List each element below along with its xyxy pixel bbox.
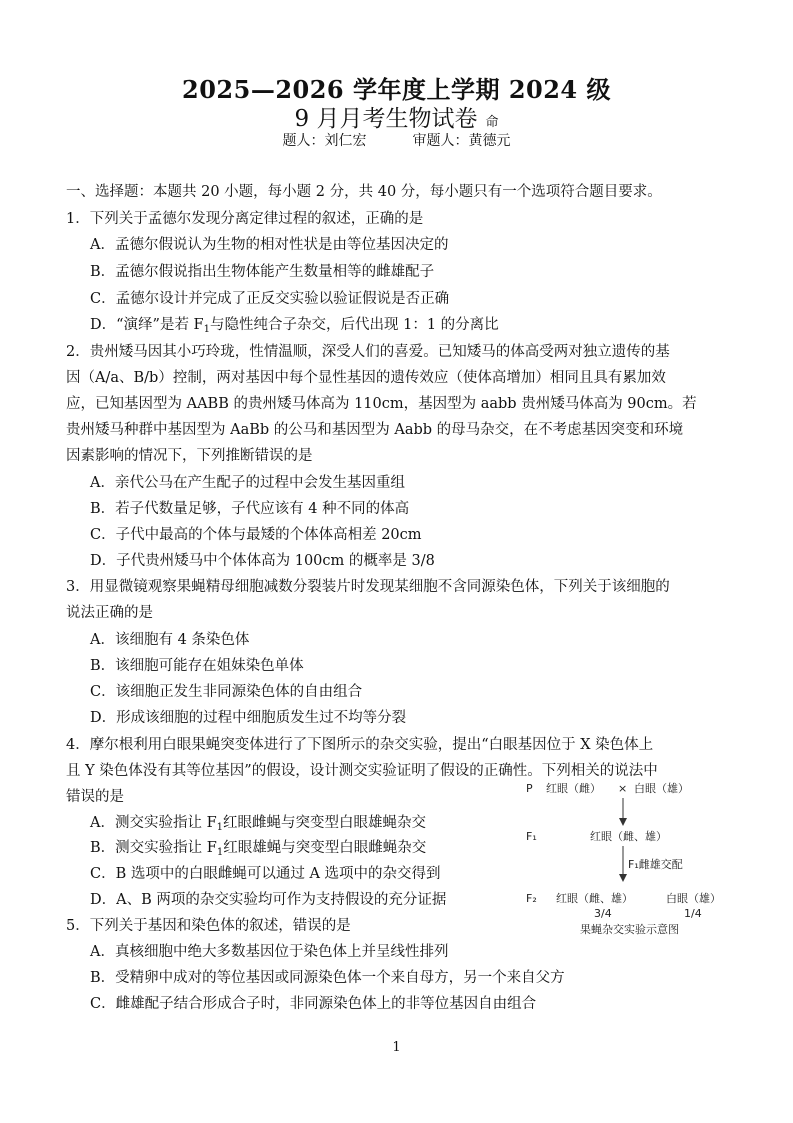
f2-white-ratio: 1/4 <box>684 907 702 920</box>
exam-title-line1: 2025—2026 学年度上学期 2024 级 <box>182 75 611 104</box>
f1-mating-label: F₁雌雄交配 <box>628 858 683 871</box>
question-2-option-a: A．亲代公马在产生配子的过程中会发生基因重组 <box>90 475 405 491</box>
question-2-option-d: D．子代贵州矮马中个体体高为 100cm 的概率是 3/8 <box>90 553 435 569</box>
question-1-stem: 1．下列关于孟德尔发现分离定律过程的叙述，正确的是 <box>66 211 424 227</box>
question-2-stem-line3: 应，已知基因型为 AABB 的贵州矮马体高为 110cm，基因型为 aabb 贵州矮马体高为 90cm。若 <box>66 396 697 412</box>
subscript: 1 <box>203 324 210 335</box>
question-4-stem-line1: 4．摩尔根利用白眼果蝇突变体进行了下图所示的杂交实验，提出“白眼基因位于 X 染色体上 <box>66 737 654 753</box>
question-5-option-b: B．受精卵中成对的等位基因或同源染色体一个来自母方，另一个来自父方 <box>90 970 565 986</box>
cross-diagram <box>520 778 730 940</box>
question-5-option-a: A．真核细胞中绝大多数基因位于染色体上并呈线性排列 <box>90 944 449 960</box>
question-2-stem-line5: 因素影响的情况下，下列推断错误的是 <box>66 448 313 464</box>
question-3-option-d: D．形成该细胞的过程中细胞质发生过不均等分裂 <box>90 710 407 726</box>
f2-white-eye-label: 白眼（雄） <box>666 892 721 905</box>
p-male-label: 白眼（雄） <box>634 782 689 795</box>
question-3-option-b: B．该细胞可能存在姐妹染色单体 <box>90 658 304 674</box>
question-3-option-a: A．该细胞有 4 条染色体 <box>90 632 250 648</box>
p-female-label: 红眼（雌） <box>546 782 601 795</box>
question-1-option-b: B．孟德尔假说指出生物体能产生数量相等的雌雄配子 <box>90 264 435 280</box>
subscript: 1 <box>216 822 224 833</box>
f2-red-eye-label: 红眼（雌、雄） <box>556 892 633 905</box>
question-1-option-d <box>90 315 499 340</box>
author-label: 题人：刘仁宏 <box>282 133 367 149</box>
question-4-option-b <box>90 838 426 863</box>
option-d-text-end: 与隐性纯合子杂交，后代出现 1：1 的分离比 <box>210 317 499 333</box>
question-4-option-c: C．B 选项中的白眼雌蝇可以通过 A 选项中的杂交得到 <box>90 866 441 882</box>
question-4-stem-line3: 错误的是 <box>66 789 124 805</box>
question-4-option-a <box>90 813 426 838</box>
question-4-option-d: D．A、B 两项的杂交实验均可作为支持假设的充分证据 <box>90 892 447 908</box>
question-4-stem-line2: 且 Y 染色体没有其等位基因”的假设，设计测交实验证明了假设的正确性。下列相关的说法中 <box>66 763 658 779</box>
f1-offspring-label: 红眼（雌、雄） <box>590 830 667 843</box>
question-5-option-c: C．雌雄配子结合形成合子时，非同源染色体上的非等位基因自由组合 <box>90 996 537 1012</box>
exam-title-text: 9 月月考生物试卷 <box>294 106 478 132</box>
option-b-text-start: B．测交实验指让 F <box>90 840 217 856</box>
section-heading: 一、选择题：本题共 20 小题，每小题 2 分，共 40 分，每小题只有一个选项符合题目要求。 <box>66 184 662 200</box>
question-3-stem-line1: 3．用显微镜观察果蝇精母细胞减数分裂装片时发现某细胞不含同源染色体，下列关于该细胞的 <box>66 579 670 595</box>
question-2-option-b: B．若子代数量足够，子代应该有 4 种不同的体高 <box>90 501 410 517</box>
generation-f2-label: F₂ <box>526 892 537 905</box>
page-number: 1 <box>392 1040 401 1055</box>
question-3-stem-line2: 说法正确的是 <box>66 605 153 621</box>
generation-f1-label: F₁ <box>526 830 537 843</box>
exam-byline <box>0 130 793 150</box>
generation-p-label: P <box>526 782 533 795</box>
option-a-text-start: A．测交实验指让 F <box>90 815 217 831</box>
question-1-option-c: C．孟德尔设计并完成了正反交实验以验证假说是否正确 <box>90 291 450 307</box>
subscript: 1 <box>216 847 224 858</box>
p-cross-symbol: × <box>618 782 628 795</box>
cross-diagram-svg <box>520 778 730 940</box>
diagram-caption: 果蝇杂交实验示意图 <box>580 923 679 936</box>
question-2-option-c: C．子代中最高的个体与最矮的个体体高相差 20cm <box>90 527 422 543</box>
question-5-stem: 5．下列关于基因和染色体的叙述，错误的是 <box>66 918 351 934</box>
question-1-option-a: A．孟德尔假说认为生物的相对性状是由等位基因决定的 <box>90 237 449 253</box>
question-3-option-c: C．该细胞正发生非同源染色体的自由组合 <box>90 684 363 700</box>
option-a-text-end: 红眼雌蝇与突变型白眼雄蝇杂交 <box>223 815 427 831</box>
f2-red-ratio: 3/4 <box>594 907 612 920</box>
question-2-stem-line2: 因（A/a、B/b）控制，两对基因中每个显性基因的遗传效应（使体高增加）相同且具有累加效 <box>66 370 666 386</box>
option-b-text-end: 红眼雄蝇与突变型白眼雌蝇杂交 <box>223 840 427 856</box>
reviewer-label: 审题人：黄德元 <box>412 133 511 149</box>
option-d-text-start: D．“演绎”是若 F <box>90 317 204 333</box>
question-2-stem-line4: 贵州矮马种群中基因型为 AaBb 的公马和基因型为 Aabb 的母马杂交，在不考虑基因突变和环境 <box>66 422 684 438</box>
exam-title-tail: 命 <box>485 115 499 130</box>
exam-title-line2 <box>0 100 793 133</box>
question-2-stem-line1: 2．贵州矮马因其小巧玲珑，性情温顺，深受人们的喜爱。已知矮马的体高受两对独立遗传的基 <box>66 344 670 360</box>
